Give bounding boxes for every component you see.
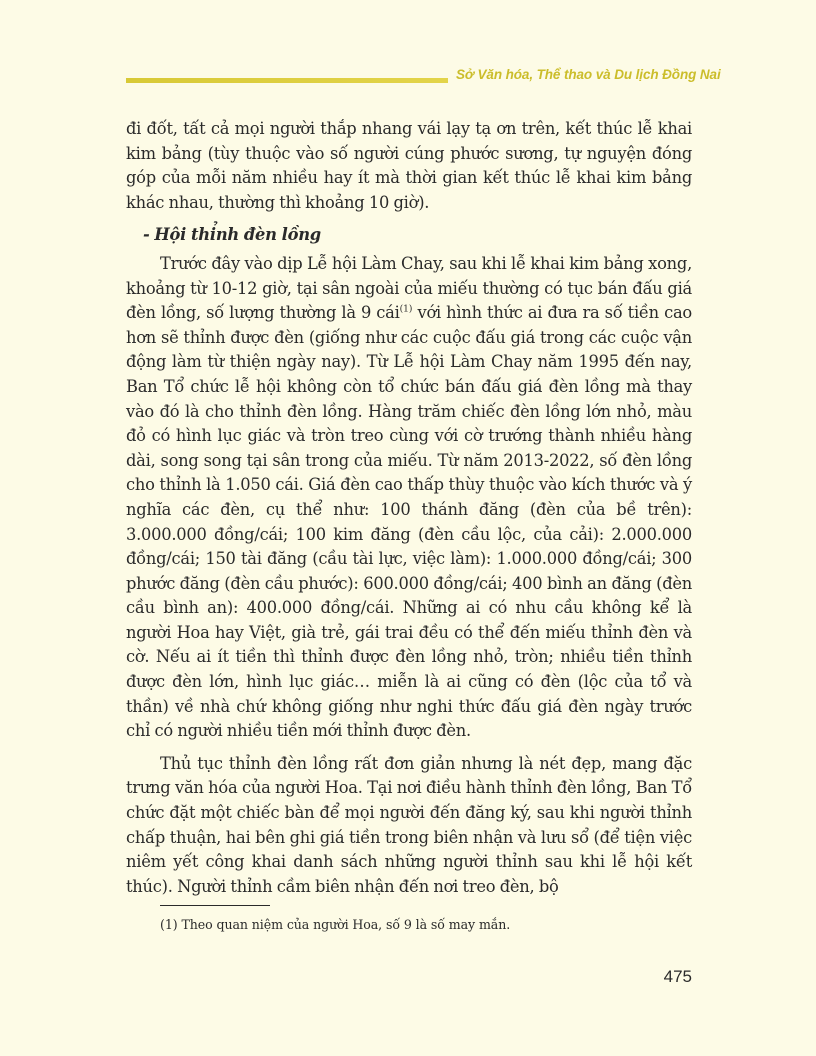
header-rule xyxy=(126,78,448,83)
body-text xyxy=(126,117,692,907)
footnote-divider xyxy=(160,905,270,906)
page-number: 475 xyxy=(663,967,692,986)
paragraph-text-part-1: Trước đây vào dịp Lễ hội Làm Chay, sau khi lễ khai kim bảng xong, khoảng từ 10-12 giờ, tại sân ngoài của miếu thường có tục bán đấu giá đèn lồng, số lượng thường là 9 cái xyxy=(126,253,692,323)
paragraph-text-part-2: với hình thức ai đưa ra số tiền cao hơn sẽ thỉnh được đèn (giống như các cuộc đấu giá trong các cuộc vận động làm từ thiện ngày nay). Từ Lễ hội Làm Chay năm 1995 đến nay, Ban Tổ chức lễ hội không còn tổ chức bán đấu giá đèn lồng mà thay vào đó là cho thỉnh đèn lồng. Hàng trăm chiếc đèn lồng lớn nhỏ, màu đỏ có hình lục giác và tròn treo cùng với cờ trướng thành nhiều hàng dài, song song tại sân trong của miếu. Từ năm 2013-2022, số đèn lồng cho thỉnh là 1.050 cái. Giá đèn cao thấp thùy thuộc vào kích thước và ý nghĩa các đèn, cụ thể như: 100 thánh đăng (đèn của bề trên): 3.000.000 đồng/cái; 100 kim đăng (đèn cầu lộc, của cải): 2.000.000 đồng/cái; 150 tài đăng (cầu tài lực, việc làm): 1.000.000 đồng/cái; 300 phước đăng (đèn cầu phước): 600.000 đồng/cái; 400 bình an đăng (đèn cầu bình an): 400.000 đồng/cái. Những ai có nhu cầu không kể là người Hoa hay Việt, già trẻ, gái trai đều có thể đến miếu thỉnh đèn và cờ. Nếu ai ít tiền thì thỉnh được đèn lồng nhỏ, tròn; nhiều tiền thỉnh được đèn lớn, hình lục giác… miễn là ai cũng có đèn (lộc của tổ và thần) về nhà chứ không giống như nghi thức đấu giá đèn ngày trước chỉ có người nhiều tiền mới thỉnh được đèn. xyxy=(126,303,692,741)
paragraph-procedure: Thủ tục thỉnh đèn lồng rất đơn giản nhưng là nét đẹp, mang đặc trưng văn hóa của người Hoa. Tại nơi điều hành thỉnh đèn lồng, Ban Tổ chức đặt một chiếc bàn để mọi người đến đăng ký, sau khi người thỉnh chấp thuận, hai bên ghi giá tiền trong biên nhận và lưu sổ (để tiện việc niêm yết công khai danh sách những người thỉnh sau khi lễ hội kết thúc). Người thỉnh cầm biên nhận đến nơi treo đèn, bộ xyxy=(126,753,692,896)
footnote-reference[interactable]: (1) xyxy=(399,304,413,315)
footnote: (1) Theo quan niệm của người Hoa, số 9 là số may mắn. xyxy=(160,917,511,932)
section-subheading: - Hội thỉnh đèn lồng xyxy=(143,225,321,245)
paragraph-continuation: đi đốt, tất cả mọi người thắp nhang vái lạy tạ ơn trên, kết thúc lễ khai kim bảng (tùy thuộc vào số người cúng phước sương, tự nguyện đóng góp của mỗi năm nhiều hay ít mà thời gian kết thúc lễ khai kim bảng khác nhau, thường thì khoảng 10 giờ). xyxy=(126,119,692,212)
running-header: Sở Văn hóa, Thể thao và Du lịch Đồng Nai xyxy=(456,67,721,82)
paragraph-lantern-auction xyxy=(126,252,692,744)
